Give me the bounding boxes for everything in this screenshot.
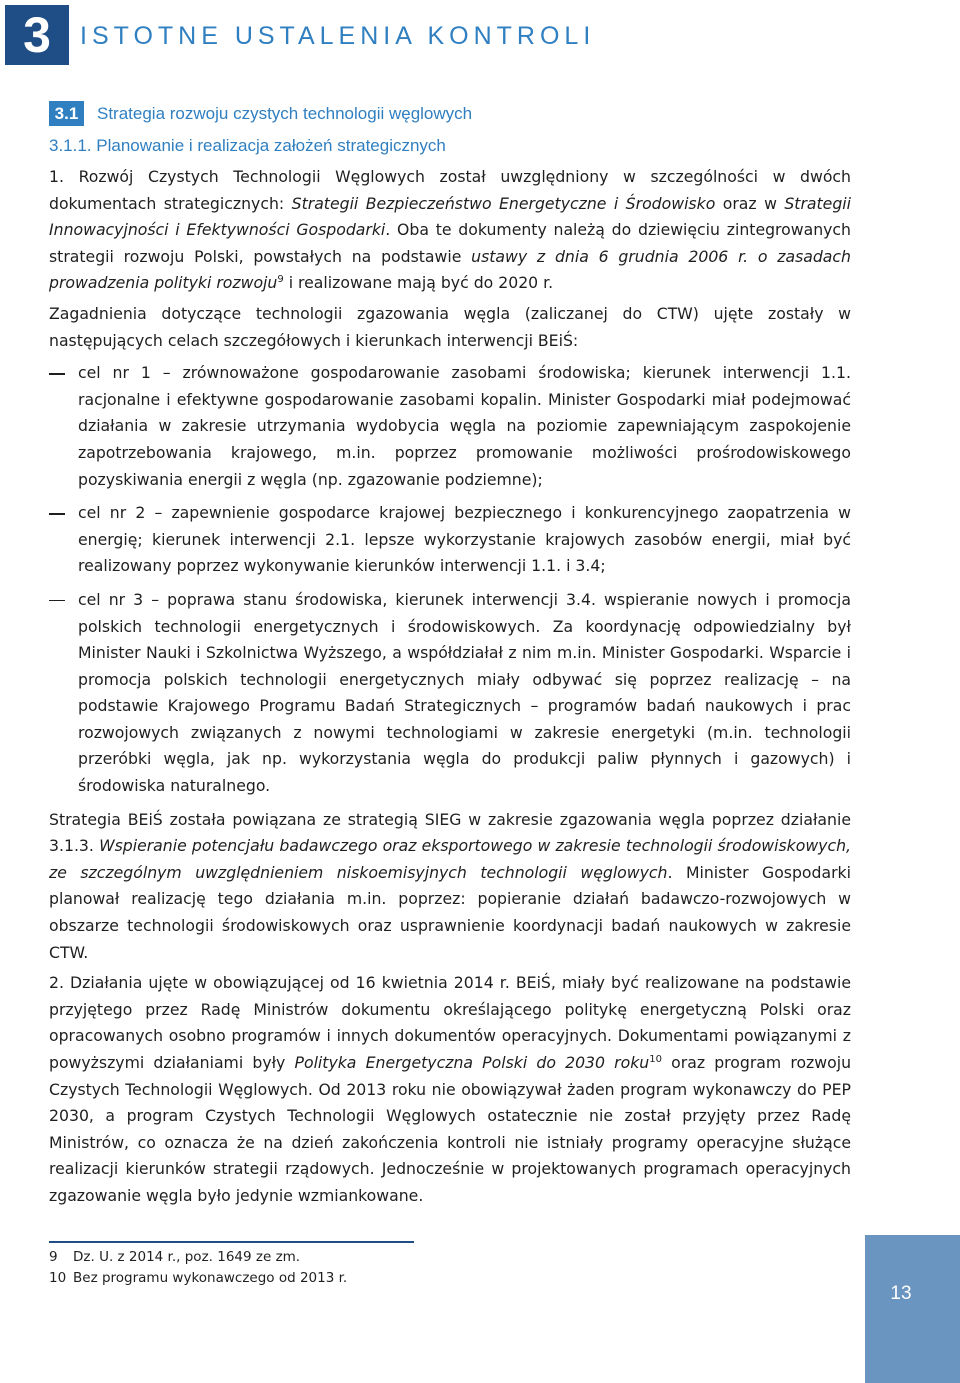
goals-list: [49, 360, 851, 800]
p4-text: oraz program rozwoju Czystych Technologii Węglowych. Od 2013 roku nie obowiązywał żaden program wykonawczy do PEP 2030, a program Czystych Technologii Węglowych ostatecznie nie został przyjęty przez Radę Ministrów, co oznacza że na dzień zakończenia kontroli nie istniały programy operacyjne służące realizacji kierunków strategii rządowych. Jednocześnie w projektowanych programach operacyjnych zgazowanie węgla było jedynie wzmiankowane.: [49, 1053, 852, 1205]
footnote-number: 9: [49, 1249, 58, 1265]
page-number-box: [865, 1235, 960, 1383]
p1-text: . Oba te dokumenty należą do dziewięciu zintegrowanych strategii rozwoju Polski, powstałych na podstawie: [49, 220, 851, 266]
footnote-ref: 10: [649, 1054, 662, 1065]
paragraph-3: [49, 807, 851, 967]
p4-text: 2. Działania ujęte w obowiązującej od 16 kwietnia 2014 r. BEiŚ, miały być realizowane na podstawie przyjętego przez Radę Ministrów dokumentu określającego politykę energetyczną Polski oraz opracowanych osobno programów i innych dokumentów operacyjnych. Dokumentami powiązanymi z powyższymi działaniami były: [49, 973, 851, 1072]
page-number: 13: [890, 1283, 912, 1304]
subsection-title: 3.1.1. Planowanie i realizacja założeń strategicznych: [49, 136, 446, 155]
paragraph-4: [49, 970, 851, 1209]
list-item: cel nr 2 – zapewnienie gospodarce krajowej bezpiecznego i konkurencyjnego zaopatrzenia w energię; kierunek interwencji 2.1. lepsze wykorzystanie krajowych zasobów energii, miał być realizowany poprzez wykonywanie kierunków interwencji 1.1. i 3.4;: [49, 500, 851, 580]
footnote-text: Bez programu wykonawczego od 2013 r.: [73, 1270, 348, 1286]
footnote-ref: 9: [277, 274, 284, 286]
footnote: [49, 1268, 347, 1289]
p1-italic: Strategii Bezpieczeństwo Energetyczne i Środowisko: [291, 193, 716, 213]
footnote: [49, 1247, 347, 1268]
p1-text: oraz w: [715, 193, 785, 213]
chapter-number-box: 3: [5, 5, 69, 65]
footnotes: [49, 1247, 347, 1289]
chapter-title: ISTOTNE USTALENIA KONTROLI: [80, 22, 596, 50]
p1-text: 1. Rozwój Czystych Technologii Węglowych został uwzględniony w szczególności w dwóch dokumentach strategicznych:: [49, 167, 851, 213]
p1-italic: Strategii Innowacyjności i Efektywności Gospodarki: [49, 193, 851, 240]
paragraph-2: Zagadnienia dotyczące technologii zgazowania węgla (zaliczanej do CTW) ujęte zostały w następujących celach szczegółowych i kierunkach interwencji BEiŚ:: [49, 303, 851, 350]
section-title: Strategia rozwoju czystych technologii węglowych: [97, 103, 473, 123]
list-item: cel nr 3 – poprawa stanu środowiska, kierunek interwencji 3.4. wspieranie nowych i promocja polskich technologii energetycznych i środowiskowych. Za koordynację odpowiedzialny był Minister Nauki i Szkolnictwa Wyższego, a współdziałał z nim m.in. Minister Gospodarki. Wsparcie i promocja polskich technologii energetycznych miały odbywać się poprzez realizację – na podstawie Krajowego Programu Badań Strategicznych – programów badań naukowych i prac rozwojowych związanych z nowymi technologiami w zakresie energetyki (m.in. technologii przeróbki węgla, jak np. wykorzystania węgla do produkcji paliw płynnych i gazowych) i środowiska naturalnego.: [49, 587, 851, 800]
footnote-divider: [49, 1241, 414, 1243]
section-heading: [49, 100, 472, 127]
p3-italic: Wspieranie potencjału badawczego oraz eksportowego w zakresie technologii środowiskowych, ze szczególnym uwzględnieniem niskoemisyjnych technologii węglowych: [49, 836, 851, 882]
p1-text: i realizowane mają być do 2020 r.: [283, 273, 554, 293]
p3-text: . Minister Gospodarki planował realizację tego działania m.in. poprzez: popieranie działań badawczo-rozwojowych w obszarze technologii środowiskowych oraz usprawnienie koordynacji badań naukowych w zakresie CTW.: [49, 862, 851, 962]
paragraph-1: [49, 164, 851, 297]
p4-italic: Polityka Energetyczna Polski do 2030 roku: [294, 1053, 650, 1072]
footnote-number: 10: [49, 1270, 67, 1286]
body-text: [49, 164, 851, 1214]
p3-text: Strategia BEiŚ została powiązana ze strategią SIEG w zakresie zgazowania węgla poprzez działanie 3.1.3.: [49, 809, 851, 856]
list-item: cel nr 1 – zrównoważone gospodarowanie zasobami środowiska; kierunek interwencji 1.1. racjonalne i efektywne gospodarowanie zasobami kopalin. Minister Gospodarki miał podejmować działania w zakresie utrzymania wydobycia węgla na poziomie zapewniającym zaspokojenie zapotrzebowania krajowego, m.in. poprzez promowanie możliwości prośrodowiskowego pozyskiwania energii z węgla (np. zgazowanie podziemne);: [49, 360, 851, 493]
footnote-text: Dz. U. z 2014 r., poz. 1649 ze zm.: [73, 1249, 301, 1265]
p1-italic: ustawy z dnia 6 grudnia 2006 r. o zasadach prowadzenia polityki rozwoju: [49, 246, 851, 293]
section-number: 3.1: [49, 101, 84, 126]
